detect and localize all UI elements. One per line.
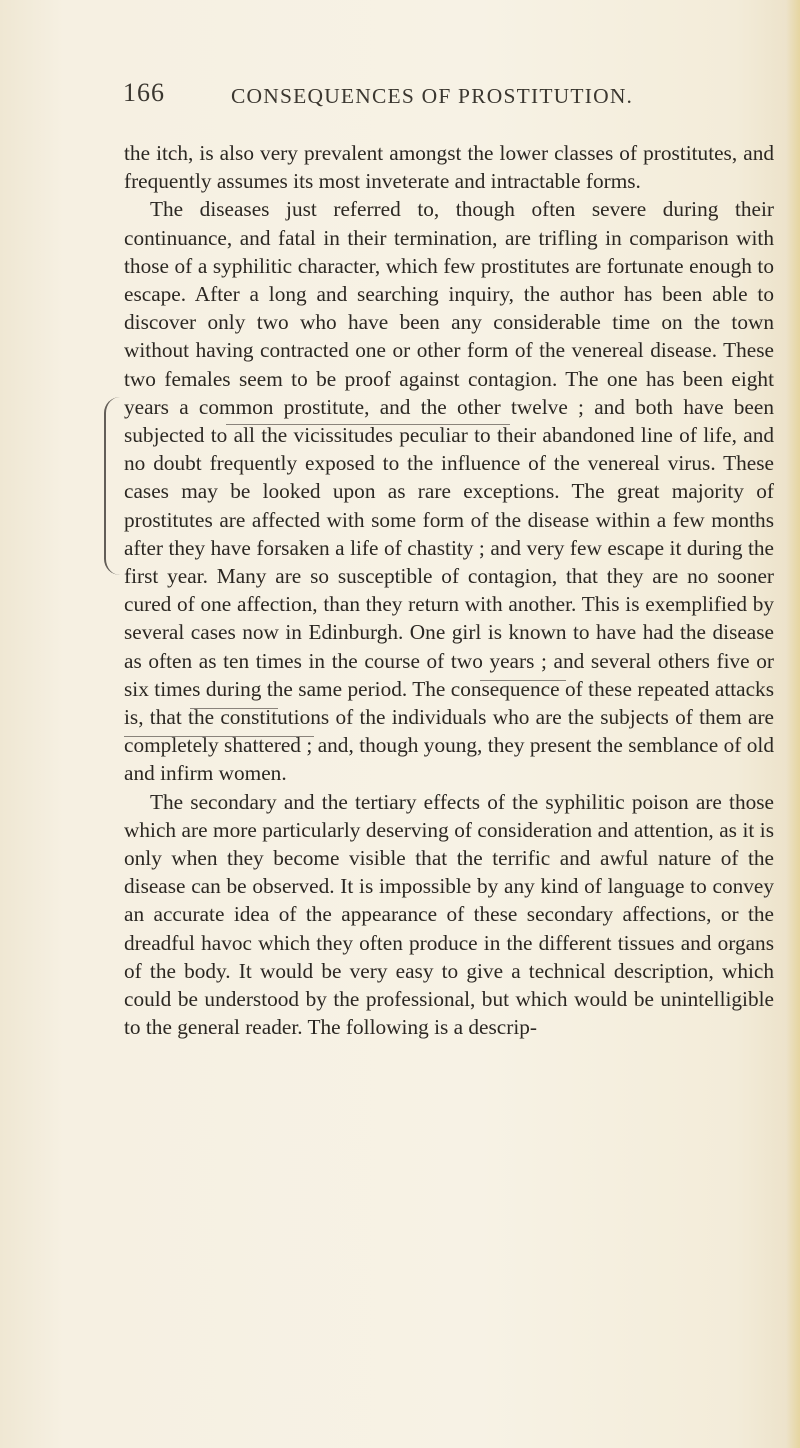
paragraph-continued: the itch, is also very prevalent amongst the lower classes of prostitutes, and frequently assumes its most inveterate and intractable forms. [124,141,774,194]
running-title: CONSEQUENCES OF PROSTITUTION. [231,84,634,108]
page-number: 166 [123,78,165,107]
page-edge-shadow [786,0,800,1448]
page-header [0,78,800,118]
paragraph-secondary-effects: The secondary and the tertiary effects of the syphilitic poison are those which are more particularly deserving of consideration and attention, as it is only when they become visible that the terrific and awful nature of the disease can be observed. It is impossible by any kind of language to convey an accurate idea of the appearance of these secondary affections, or the dreadful havoc which they often produce in the different tissues and organs of the body. It would be very easy to give a technical description, which could be understood by the professional, but which would be unintelligible to the general reader. The following is a descrip- [124,789,774,1040]
paragraph-syphilis: The diseases just referred to, though often severe during their continuance, and fatal in their termination, are trifling in comparison with those of a syphilitic character, which few prostitutes are fortunate enough to escape. After a long and searching inquiry, the author has been able to discover only two who have been any considerable time on the town without having contracted one or other form of the venereal disease. These two females seem to be proof against contagion. The one has been eight years a common prostitute, and the other twelve ; and both have been subjected to all the vicissitudes peculiar to their abandoned line of life, and no doubt frequently exposed to the influence of the venereal virus. These cases may be looked upon as rare exceptions. The great majority of prostitutes are affected with some form of the disease within a few months after they have forsaken a life of chastity ; and very few escape it during the first year. Many are so susceptible of contagion, that they are no sooner cured of one affection, than they return with another. This is exemplified by several cases now in Edinburgh. One girl is known to have had the disease as often as ten times in the course of two years ; and several others five or six times during the same period. The consequence of these repeated attacks is, that the constitutions of the individuals who are the subjects of them are completely shattered ; and, though young, they present the semblance of old and infirm women. [124,197,774,786]
margin-bracket-annotation [104,397,120,575]
body-text [124,139,774,1042]
